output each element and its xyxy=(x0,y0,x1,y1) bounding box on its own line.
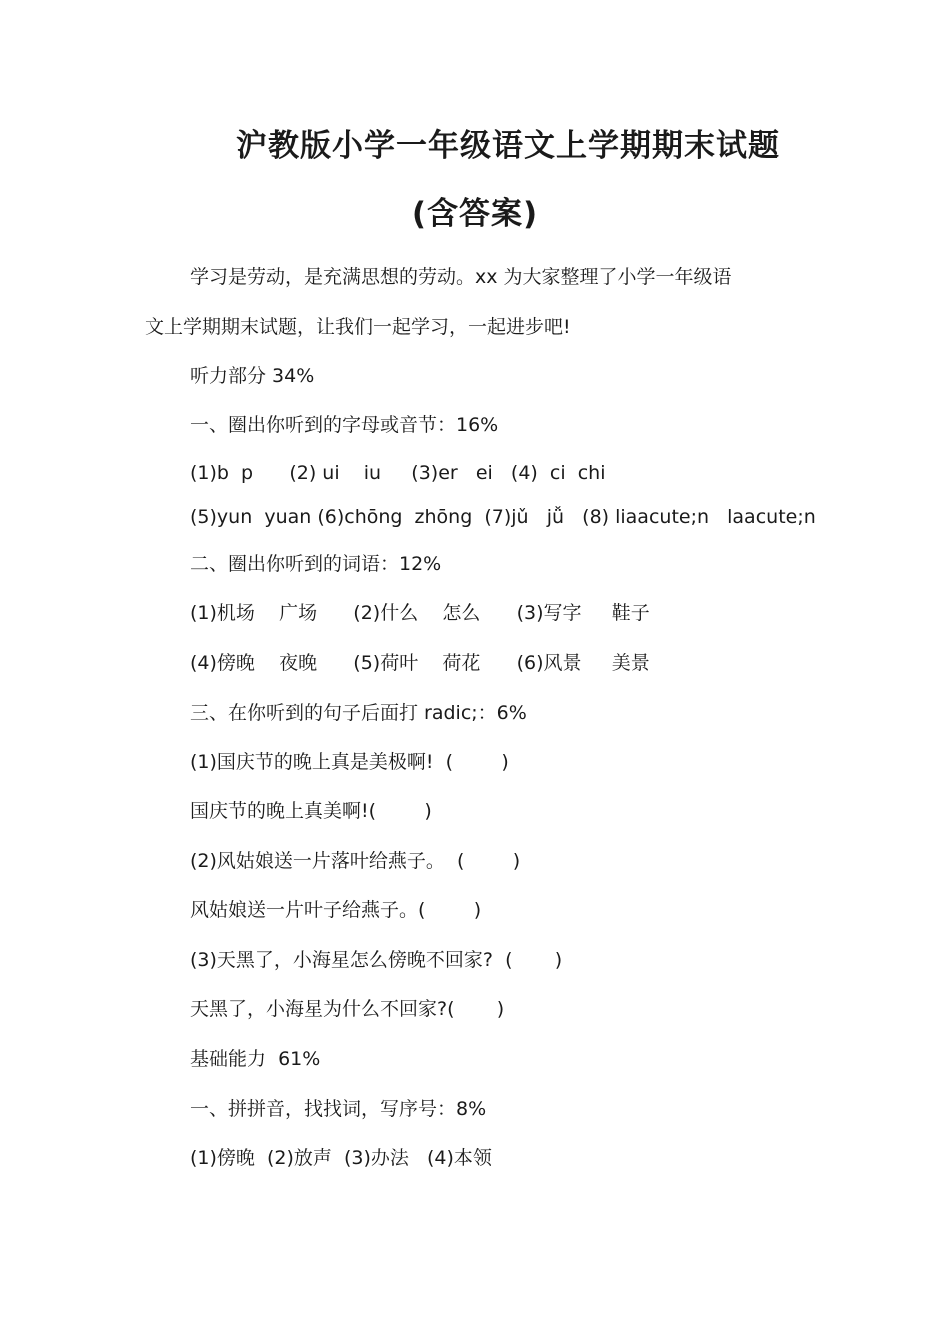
question-line: (3)天黑了，小海星怎么傍晚不回家? ( ) xyxy=(190,949,563,971)
question-heading: 一、圈出你听到的字母或音节：16% xyxy=(190,414,499,436)
question-line: (2)风姑娘送一片落叶给燕子。 ( ) xyxy=(190,850,521,872)
section-heading-listening: 听力部分 34% xyxy=(190,365,315,387)
question-line: (1)b p (2) ui iu (3)er ei (4) ci chi xyxy=(190,462,606,484)
intro-paragraph-line-2: 文上学期期末试题，让我们一起学习，一起进步吧! xyxy=(145,316,571,338)
document-title: 沪教版小学一年级语文上学期期末试题 xyxy=(236,128,780,164)
question-heading: 二、圈出你听到的词语：12% xyxy=(190,553,442,575)
question-heading: 一、拼拼音，找找词，写序号：8% xyxy=(190,1098,487,1120)
question-heading: 三、在你听到的句子后面打 radic;：6% xyxy=(190,702,527,724)
question-line: (5)yun yuan (6)chōng zhōng (7)jǔ jǚ (8) liaacute;n laacute;n xyxy=(190,506,816,528)
question-line: (1)国庆节的晚上真是美极啊! ( ) xyxy=(190,751,509,773)
question-line: (1)傍晚 (2)放声 (3)办法 (4)本领 xyxy=(190,1147,492,1169)
question-line: 国庆节的晚上真美啊!( ) xyxy=(190,800,432,822)
question-line: 风姑娘送一片叶子给燕子。( ) xyxy=(190,899,482,921)
question-line: 天黑了，小海星为什么不回家?( ) xyxy=(190,998,505,1020)
intro-paragraph-line-1: 学习是劳动，是充满思想的劳动。xx 为大家整理了小学一年级语 xyxy=(190,266,732,288)
section-heading-basics: 基础能力 61% xyxy=(190,1048,321,1070)
question-line: (4)傍晚 夜晚 (5)荷叶 荷花 (6)风景 美景 xyxy=(190,652,650,674)
question-line: (1)机场 广场 (2)什么 怎么 (3)写字 鞋子 xyxy=(190,602,650,624)
document-subtitle: (含答案) xyxy=(411,196,539,232)
